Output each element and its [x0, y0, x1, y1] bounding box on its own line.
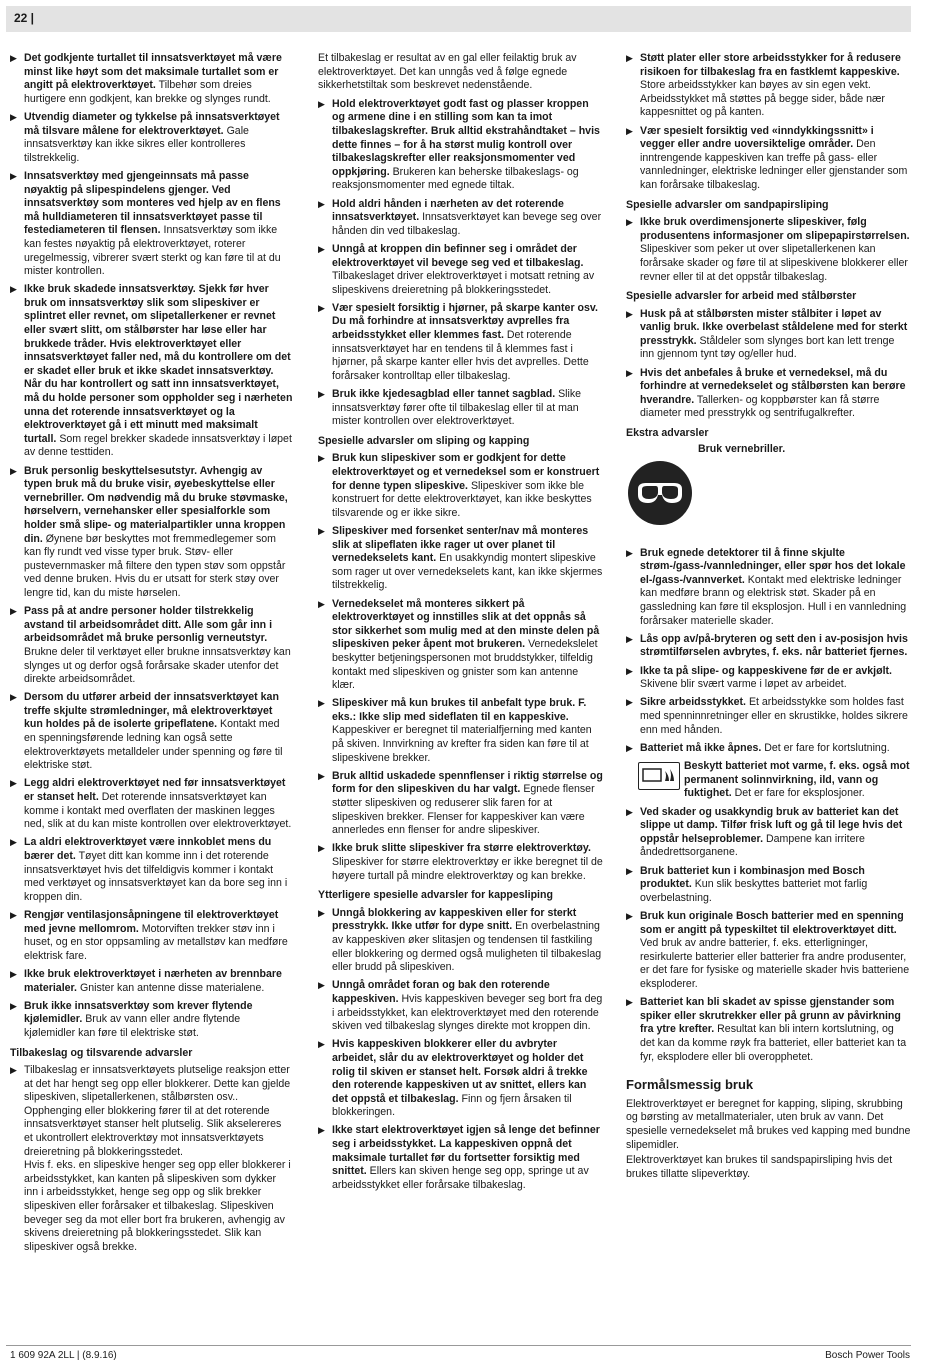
warning-item-text: Store arbeidsstykker kan bøyes av sin egen vekt. Arbeidsstykket må støttes på begge sider, både nær kappesnittet og på kanten.	[640, 79, 885, 119]
kickback-text: ▶ Tilbakeslag er innsatsverktøyets plutselige reaksjon etter at det har hengt seg opp eller blokkerer. Dette kan gjelde slipeskiven, slipetallerkenen, stålbørsten osv.. Opphenging eller blokkering fører til at det roterende innsatsverktøyet stanser helt plutselig. Slik akselereres et ukontrollert elektroverktøy mot innsatsverktøyets dreieretning på blokkeringsstedet.	[24, 1064, 291, 1158]
warning-item-bold: Batteriet må ikke åpnes.	[640, 741, 762, 754]
warning-item-bold: Bruk batteriet kun i kombinasjon med Bosch produktet.	[640, 864, 865, 891]
footer-brand: Bosch Power Tools	[825, 1350, 910, 1361]
warning-item-bold: Bruk personlig beskyttelsesutstyr. Avhengig av typen bruk må du bruke visir, øyebeskyttelse eller vernebriller. Om nødvendig må du bruke støvmaske, hørselvern, vernehansker eller spesialforkle som holder små slipe- og materialpartikler unna kroppen din.	[24, 464, 288, 545]
warning-item-bold: Bruk egnede detektorer til å finne skjulte strøm-/gass-/vannledninger, eller spør hos det lokale el-/gass-/vannverket.	[640, 546, 906, 586]
safety-glasses-icon	[628, 461, 692, 525]
warning-item-bold: Bruk kun slipeskiver som er godkjent for dette elektroverktøyet og et vernedeksel som er konstruert for denne typen slipeskive.	[332, 452, 600, 492]
warning-item-text: Brukne deler til verktøyet eller brukne innsatsverktøy kan slynges ut og derfor også forårsake skader utenfor det direkte arbeidsområdet.	[24, 645, 291, 686]
warning-item-text: Slipeskiver som ikke ble konstruert for dette elektroverktøyet, kan ikke beskyttes tilsvarende og er ikke sikre.	[332, 479, 592, 519]
warning-item-text: Den inntrengende kappeskiven kan treffe på gass- eller vannledninger, elektriske ledninger eller gjenstander som kan forårsake tilbakeslag.	[640, 138, 908, 191]
warning-item-bold: Pass på at andre personer holder tilstrekkelig avstand til arbeidsområdet ditt. Alle som går inn i arbeidsområdet må bruke personlig verneutstyr.	[24, 605, 273, 645]
section-title-kickback: Tilbakeslag og tilsvarende advarsler	[10, 1046, 193, 1059]
warning-item-bold: Bruk alltid uskadede spennflenser i riktig størrelse og form for den slipeskiven du har valgt.	[332, 769, 603, 796]
extra-warning-list-2	[626, 806, 911, 1064]
warning-item-bold: Legg aldri elektroverktøyet ned før innsatsverktøyet er stanset helt.	[24, 777, 286, 804]
section-title-sanding: Spesielle advarsler om sandpapirsliping	[626, 198, 829, 211]
warning-item-bold: Bruk ikke kjedesagblad eller tannet sagblad.	[332, 388, 556, 401]
warning-item-bold: Ved skader og usakkyndig bruk av batteriet kan det slippe ut damp. Tilfør frisk luft og gå til lege hvis det oppstår helseproblemer.	[640, 805, 903, 845]
warning-item-text: Kontakt med elektriske ledninger kan medføre brann og elektrisk støt. Skader på en gassledning kan føre til eksplosjon. Hull i en vannledning forårsaker materielle skader.	[640, 573, 907, 627]
warning-item	[626, 633, 911, 660]
section-title-cutting: Ytterligere spesielle advarsler for kappesliping	[318, 889, 553, 902]
warning-item	[10, 691, 293, 773]
warning-item-text: Det roterende innsatsverktøyet kan komme i kontakt med overflaten der maskinen legges ned, slik at du kan miste kontrollen over elektroverktøyet.	[24, 791, 292, 831]
warning-item-bold: Ikke bruk elektroverktøyet i nærheten av brennbare materialer.	[24, 967, 282, 994]
warning-item	[626, 308, 911, 362]
warning-item	[10, 465, 293, 601]
warning-item-text: Det er fare for kortslutning.	[761, 741, 890, 754]
warning-item-bold: Sikre arbeidsstykket.	[640, 696, 746, 709]
warning-item-bold: Ikke bruk slitte slipeskiver fra større elektroverktøy.	[332, 842, 591, 855]
warning-item	[626, 547, 911, 629]
warning-item	[10, 1000, 293, 1041]
warning-item-bold: Hold elektroverktøyet godt fast og plasser kroppen og armene dine i en stilling som kan ta imot tilbakeslagskrefter. Bruk alltid ekstrahåndtaket – hvis dette finnes – for å ha størst mulig kontroll over tilbakeslagskrefter eller reaksjonsmomenter ved oppkjøring.	[332, 97, 600, 178]
warning-item-bold: Slipeskiver må kun brukes til anbefalt type bruk. F. eks.: Ikke slip med sideflaten til en kappeskive.	[332, 697, 587, 723]
kickback-paragraph	[10, 1064, 293, 1254]
warning-item-text: Tilbehør som dreies hurtigere enn godkjent, kan brekke og slynges rundt.	[24, 79, 271, 105]
warning-item-text: Slike innsatsverktøy fører ofte til tilbakeslag eller til at man mister kontrollen over elektroverktøyet.	[332, 388, 582, 428]
warning-item-bold: Utvendig diameter og tykkelse på innsatsverktøyet må tilsvare målene for elektroverktøyet.	[24, 110, 280, 137]
warning-item-text: Gale innsatsverktøy kan ikke sikres eller kontrolleres tilstrekkelig.	[24, 124, 249, 164]
cutting-warning-list	[318, 907, 603, 1193]
warning-item	[318, 1124, 603, 1192]
warning-item	[318, 302, 603, 384]
footer-rule	[6, 1345, 911, 1346]
warning-item-bold: Unngå at kroppen din befinner seg i området der elektroverktøyet vil bevege seg ved et tilbakeslag.	[332, 242, 584, 269]
sanding-warning-list	[626, 216, 911, 284]
warning-item	[10, 283, 293, 460]
warning-item-text: Tallerken- og koppbørster kan få større diameter med presstrykk og sentrifugalkrefter.	[640, 393, 880, 420]
warning-item-bold: Unngå blokkering av kappeskiven eller for sterkt presstrykk. Ikke utfør for dype snitt.	[332, 906, 577, 933]
warning-item-bold: Husk på at stålbørsten mister stålbiter i løpet av vanlig bruk. Ikke overbelast ståldelene med for sterkt presstrykk.	[640, 307, 908, 347]
warning-item-text: Motorviften trekker støv inn i huset, og en stor oppsamling av metallstøv kan medføre elektrisk fare.	[24, 922, 288, 962]
warning-item-text: Tilbakeslaget driver elektroverktøyet i motsatt retning av slipeskivens dreieretning på blokkeringsstedet.	[332, 270, 595, 296]
warning-item	[318, 243, 603, 297]
warning-item-text: Resultat kan bli intern kortslutning, og det kan da komme røyk fra batteriet, eller batteriet kan ta fyr, eksplodere eller bli overopphetet.	[640, 1023, 907, 1063]
glasses-block	[626, 443, 911, 533]
warning-item	[318, 598, 603, 693]
footer-doc-code: 1 609 92A 2LL | (8.9.16)	[10, 1350, 117, 1361]
warning-item	[10, 52, 293, 106]
warning-item	[318, 388, 603, 429]
warning-item-text: En overbelastning av kappeskiven øker slitasjen og tendensen til fastkiling eller blokkering og dermed også muligheten til tilbakeslag eller brudd på slipeskiven.	[332, 920, 602, 974]
warning-item	[318, 525, 603, 593]
section-title-extra: Ekstra advarsler	[626, 427, 709, 440]
warning-item-text: Brukeren kan beherske tilbakeslags- og reaksjonsmomenter med egnede tiltak.	[332, 165, 579, 192]
warning-item-bold: Bruk ikke innsatsverktøy som krever flytende kjølemidler.	[24, 999, 253, 1026]
warning-item	[318, 842, 603, 883]
brush-warning-list	[626, 308, 911, 421]
warning-item-text: Vernedekslelet beskytter betjeningspersonen mot bruddstykker, tilfeldig kontakt med slipeskiven og gnister som kan antenne klær.	[332, 638, 598, 692]
warning-item	[318, 907, 603, 975]
warning-item	[318, 452, 603, 520]
warning-item-bold: Rengjør ventilasjonsåpningene til elektroverktøyet med jevne mellomrom.	[24, 908, 279, 935]
warning-item-bold: Det godkjente turtallet til innsatsverktøyet må være minst like høyt som det maksimale turtallet som er angitt på elektroverktøyet.	[24, 52, 282, 92]
warning-item	[318, 979, 603, 1033]
page-number: 22 |	[14, 11, 35, 25]
battery-heat-warning-text: Det er fare for eksplosjoner.	[731, 787, 865, 800]
kickback-text-2: Hvis f. eks. en slipeskive henger seg opp eller blokkerer i arbeidsstykket, kan kanten på slipeskiven som dykker inn i arbeidsstykket, henge seg opp og slik brekker slipeskiven eller forårsaker et tilbakeslag. Slipeskiven beveger seg da mot eller bort fra brukeren, avhengig av skivens dreieretning på blokkeringsstedet. Slik kan slipeskiver også brekke.	[24, 1159, 291, 1253]
warning-item-text: Øynene bør beskyttes mot fremmedlegemer som kan fly rundt ved visse typer bruk. Støv- eller pustevernmasker må filtere den typen støv som oppstår ved denne bruken. Hvis du er utsatt for sterk støy over lengre tid, kan du miste hørselen.	[24, 532, 286, 599]
column-1	[10, 52, 293, 1259]
warning-item	[10, 968, 293, 995]
warning-item-bold: Dersom du utfører arbeid der innsatsverktøyet kan treffe skjulte strømledninger, må elektroverktøyet kun holdes på de isolerte gripeflatene.	[24, 691, 279, 731]
section-title-grinding: Spesielle advarsler om sliping og kapping	[318, 434, 530, 447]
warning-item-bold: Hold aldri hånden i nærheten av det roterende innsatsverktøyet.	[332, 197, 564, 224]
warning-item-text: Innsatsverktøy som ikke kan festes nøyaktig på elektroverktøyet, roterer uregelmessig, vibrerer svært sterkt og kan føre til at du mister kontrollen.	[24, 224, 281, 278]
warning-item	[318, 770, 603, 838]
warning-item-bold: Innsatsverktøy med gjengeinnsats må passe nøyaktig på slipespindelens gjenger. Ved innsatsverktøy som monteres ved hjelp av en flens må hulldiameteren til innsatsverktøyet passe til festediameteren til flensen.	[24, 169, 281, 237]
warning-item	[626, 910, 911, 992]
warning-item-bold: Unngå området foran og bak den roterende kappeskiven.	[332, 979, 550, 1005]
warning-item-bold: Batteriet kan bli skadet av spisse gjenstander som spiker eller skrutrekker eller på grunn av påvirkning fra ytre krefter.	[640, 996, 901, 1036]
battery-heat-warning-bold: Beskytt batteriet mot varme, f. eks. også mot permanent solinnvirkning, ild, vann og fuktighet.	[684, 759, 910, 800]
warning-item-text: Tøyet ditt kan komme inn i det roterende innsatsverktøyet hvis det tilfeldigvis kommer i kontakt med verktøyet og innsatsverktøyet kan da bore seg inn i kroppen din.	[24, 850, 288, 903]
warning-item-bold: Vær spesielt forsiktig ved «inndykkingssnitt» i vegger eller andre uoversiktelige områder.	[640, 124, 874, 151]
warning-item-text: Kontakt med en spenningsførende ledning kan også sette elektroverktøyets metalldeler under spenning og føre til elektriske støt.	[24, 718, 283, 772]
warning-item-bold: Ikke ta på slipe- og kappeskivene før de er avkjølt.	[640, 664, 892, 677]
grinding-warning-list	[318, 452, 603, 883]
warning-item-text: Slipeskiver som peker ut over slipetallerkenen kan forårsake skader og føre til at slipeskivene blokkerer eller revner eller til at det oppstår tilbakeslag.	[640, 243, 908, 283]
battery-heat-icon	[638, 762, 680, 790]
warning-item	[626, 696, 911, 737]
intended-use-text: Elektroverktøyet er beregnet for kapping, sliping, skrubbing og børsting av metallmaterialer, uten bruk av vann. Det spesielle vernedekselet må brukes ved kapping med bundne slipemidler.	[626, 1097, 911, 1151]
warning-item	[318, 1038, 603, 1120]
warning-item-text: Innsatsverktøyet kan bevege seg over hånden din ved tilbakeslag.	[332, 211, 602, 237]
warning-item-text: Kun slik beskyttes batteriet mot farlig overbelastning.	[640, 878, 868, 904]
warning-item-bold: Ikke bruk skadede innsatsverktøy. Sjekk før hver bruk om innsatsverktøy slik som slipeskiver er splintret eller revnet, om slipetallerkener er revnet eller svært slitt, om stålbørster har løse eller har brukkede tråder. Hvis elektroverktøyet eller innsatsverktøyet faller ned, må du kontrollere om det er skadet eller bruk et ikke skadet innsatsverktøy. Når du har kontrollert og satt inn innsatsverktøyet, må du holde personer som oppholder seg i nærheten unna det roterende innsatsverktøyet og la elektroverktøyet gå i ett minutt med maksimalt turtall.	[24, 283, 293, 445]
warning-item	[626, 996, 911, 1064]
col1-warning-list	[10, 52, 293, 1041]
warning-item	[318, 198, 603, 239]
warning-item	[626, 665, 911, 692]
warning-item-text: Finn og fjern årsaken til blokkeringen.	[332, 1092, 572, 1119]
warning-item-bold: Vær spesielt forsiktig i hjørner, på skarpe kanter osv. Du må forhindre at innsatsverktøy avprelles fra arbeidsstykket eller klemmes fast.	[332, 301, 598, 342]
warning-item-bold: Lås opp av/på-bryteren og sett den i av-posisjon hvis strømtilførselen avbrytes, f. eks. når batteriet fjernes.	[640, 632, 908, 659]
col3-warning-list	[626, 52, 911, 193]
warning-item-text: Egnede flenser støtter slipeskiven og reduserer slik faren for at slipeskiven brekker. Flenser for kappeskiver kan være annerledes enn flenser for andre slipeskiver.	[332, 783, 595, 837]
col2-warning-list	[318, 98, 603, 429]
column-2	[318, 52, 603, 1197]
glasses-label: Bruk vernebriller.	[698, 442, 786, 455]
warning-item	[626, 865, 911, 906]
warning-item-text: Dampene kan irritere åndedrettsorganene.	[640, 832, 865, 859]
warning-item	[10, 909, 293, 963]
warning-item-text: Som regel brekker skadede innsatsverktøy i løpet av denne testtiden.	[24, 432, 292, 459]
warning-item	[626, 367, 911, 421]
warning-item-text: Skivene blir svært varme i løpet av arbeidet.	[640, 678, 847, 691]
warning-item-text: Det roterende innsatsverktøyet har en tendens til å klemmes fast i hjørner, på skarpe kanter eller hvis det avprelles. Dette forårsaker kontrolltap eller tilbakeslag.	[332, 329, 589, 382]
warning-item	[318, 697, 603, 765]
warning-item	[10, 605, 293, 687]
battery-heat-warning	[626, 760, 911, 801]
kickback-intro: Et tilbakeslag er resultat av en gal eller feilaktig bruk av elektroverktøyet. Det kan unngås ved å følge egnede sikkerhetstiltak som beskrevet nedenstående.	[318, 52, 577, 92]
warning-item	[626, 52, 911, 120]
warning-item-bold: Ikke bruk overdimensjonerte slipeskiver, følg produsentens informasjoner om slipepapirstørrelsen.	[640, 216, 910, 242]
warning-item	[10, 777, 293, 831]
warning-item-text: Ellers kan skiven henge seg opp, springe ut av arbeidsstykket eller forårsake tilbakeslag.	[332, 1165, 589, 1191]
warning-item-bold: Støtt plater eller store arbeidsstykker for å redusere risikoen for tilbakeslag fra en fastklemt kappeskive.	[640, 52, 901, 78]
warning-item	[10, 836, 293, 904]
warning-item-bold: Slipeskiver med forsenket senter/nav må monteres slik at slipeflaten ikke rager ut over planet til vernedekselets kant.	[332, 524, 589, 565]
warning-item-text: Ved bruk av andre batterier, f. eks. etterligninger, resirkulerte batterier eller batterier fra andre produsenter, er det fare for fysiske og materielle skader hvis batteriene eksploderer.	[640, 937, 910, 990]
warning-item	[10, 170, 293, 279]
warning-item-bold: La aldri elektroverktøyet være innkoblet mens du bærer det.	[24, 836, 272, 862]
warning-item	[318, 98, 603, 193]
warning-item-bold: Ikke start elektroverktøyet igjen så lenge det befinner seg i arbeidsstykket. La kappeskiven oppnå det maksimale turtallet før du fortsetter forsiktig med snittet.	[332, 1124, 600, 1178]
warning-item	[626, 125, 911, 193]
warning-item	[626, 216, 911, 284]
warning-item-text: Et arbeidsstykke som holdes fast med spenninnretninger eller en skrustikke, holdes sikrere enn med hånden.	[640, 696, 908, 736]
warning-item-bold: Vernedekselet må monteres sikkert på elektroverktøyet og innstilles slik at det oppnås så stor sikkerhet som mulig med at den minste delen på slipeskiven peker åpent mot brukeren.	[332, 597, 600, 651]
warning-item-text: Bruk av vann eller andre flytende kjølemidler kan føre til elektriske støt.	[24, 1013, 241, 1039]
warning-item-bold: Hvis kappeskiven blokkerer eller du avbryter arbeidet, slår du av elektroverktøyet og holder det rolig til skiven er stanset helt. Forsøk aldri å trekke den roterende kappeskiven ut av snittet, ellers kan det oppstå et tilbakeslag.	[332, 1038, 588, 1105]
section-title-intended-use: Formålsmessig bruk	[626, 1077, 754, 1093]
warning-item	[626, 742, 911, 756]
intended-use-text-2: Elektroverktøyet kan brukes til sandspapirsliping hvis det brukes tillatte slipeverktøy.	[626, 1154, 893, 1180]
warning-item-text: En usakkyndig montert slipeskive som rager ut over vernedekselets kant, kan ikke skjermes tilstrekkelig.	[332, 552, 603, 592]
warning-item-text: Kappeskiver er beregnet til materialfjerning med kanten på skiven. Innvirkning av krefter fra siden kan føre til at slipeskivene brekker.	[332, 724, 592, 764]
warning-item-text: Gnister kan antenne disse materialene.	[77, 981, 265, 994]
warning-item-text: Ståldeler som slynges bort kan lett trenge inn gjennom tynt tøy og/eller hud.	[640, 334, 895, 361]
extra-warning-list	[626, 547, 911, 756]
warning-item-bold: Bruk kun originale Bosch batterier med en spenning som er angitt på typeskiltet til elektroverktøyet ditt.	[640, 910, 904, 936]
page-header	[6, 6, 911, 32]
warning-item	[10, 111, 293, 165]
section-title-brush: Spesielle advarsler for arbeid med stålbørster	[626, 290, 857, 303]
warning-item	[626, 806, 911, 860]
column-3	[626, 52, 911, 1183]
warning-item-text: Hvis kappeskiven beveger seg bort fra deg i arbeidsstykket, kan elektroverktøyet med den roterende skiven ved tilbakeslag slynges direkte mot kroppen din.	[332, 992, 603, 1033]
warning-item-bold: Hvis det anbefales å bruke et vernedeksel, må du forhindre at vernedekselet og stålbørsten kan berøre hverandre.	[640, 366, 906, 406]
warning-item-text: Slipeskiver for større elektroverktøy er ikke beregnet til de høyere turtall på mindre elektroverktøy og kan brekke.	[332, 856, 603, 882]
